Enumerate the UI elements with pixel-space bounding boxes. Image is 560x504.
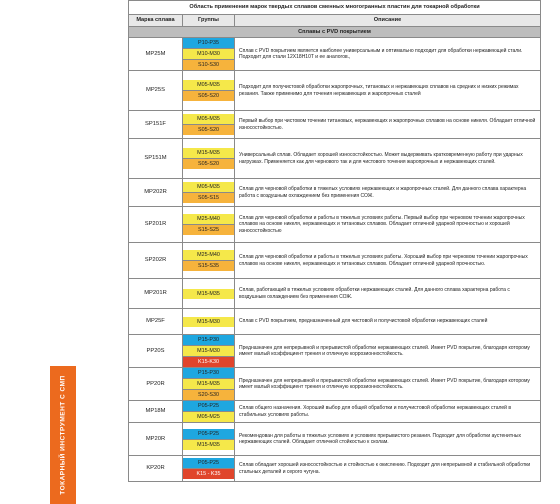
group-badge: P15-P30: [183, 368, 234, 379]
group-badge: M25-M40: [183, 250, 234, 261]
table-row: [129, 456, 541, 482]
alloy-mark: PP20S: [129, 335, 183, 368]
group-badge: M15-M35: [183, 440, 234, 450]
table-row: [129, 38, 541, 71]
alloy-mark: KP20R: [129, 456, 183, 482]
group-badge: M05-M35: [183, 114, 234, 125]
table-row: [129, 335, 541, 368]
group-badge: M15-M35: [183, 148, 234, 159]
alloy-description: Сплав с PVD покрытием является наиболее универсальным и оптимально подходит для обработки нержавеющей стали. Подходит для стали 12Х18Н10Т и ее аналогов.,: [235, 38, 541, 71]
table-header-row: [129, 15, 541, 27]
alloy-table: [128, 0, 541, 482]
alloy-mark: SP151M: [129, 139, 183, 179]
group-badge: K15 - K35: [183, 469, 234, 479]
alloy-description: Сплав для черновой обработки и работы в тяжелых условиях работы. Первый выбор при черновом точении жаропрочных сплавов на основе никеля, нержавеющих и титановых сплавов. Обладает отличной ударной прочностью и хорошей износостойкостью: [235, 207, 541, 243]
group-badge: S05-S20: [183, 125, 234, 135]
group-badge: S20-S30: [183, 390, 234, 400]
group-badge: M25-M40: [183, 214, 234, 225]
group-badge: S10-S30: [183, 60, 234, 70]
alloy-groups: [183, 309, 235, 335]
alloy-description: Предназначен для непрерывной и прерывистой обработки нержавеющих сталей. Имеет PVD покрытие, благодаря которому имеет малый коэффициент трения и отличную коррозионностойкость.: [235, 368, 541, 401]
alloy-description: Подходит для получистовой обработки жаропрочных, титановых и нержавеющих сплавов на средних и низких режимах резания. Также применимо для точения нержавеющих и жаропрочных сталей: [235, 71, 541, 111]
alloy-description: Рекомендован для работы в тяжелых условиях и условиях прерывистого резания. Подходит для обработки аустенитных нержавеющих сталей. Обладает отличной стойкостью к сколам.: [235, 423, 541, 456]
group-badge: M15-M35: [183, 289, 234, 299]
header-description: Описание: [235, 15, 541, 27]
alloy-groups: [183, 139, 235, 179]
group-badge: P05-P25: [183, 458, 234, 469]
section-title: Сплавы с PVD покрытием: [129, 27, 541, 38]
group-badge: M05-M25: [183, 412, 234, 422]
alloy-groups: [183, 207, 235, 243]
alloy-mark: PP20R: [129, 368, 183, 401]
alloy-groups: [183, 179, 235, 207]
alloy-description: Сплав для черновой обработки в тяжелых условиях нержавеющих и жаропрочных сталей. Для данного сплава характерна работа с воздушным охлаждением без применения СОЖ.: [235, 179, 541, 207]
alloy-mark: MP25S: [129, 71, 183, 111]
alloy-description: Предназначен для непрерывной и прерывистой обработки нержавеющих сталей. Имеет PVD покрытие, благодаря которому имеет малый коэффициент трения и отличную коррозионностойкость.: [235, 335, 541, 368]
alloy-groups: [183, 279, 235, 309]
alloy-groups: [183, 456, 235, 482]
alloy-groups: [183, 423, 235, 456]
alloy-mark: SP201R: [129, 207, 183, 243]
alloy-groups: [183, 38, 235, 71]
alloy-groups: [183, 401, 235, 423]
alloy-groups: [183, 71, 235, 111]
group-badge: P05-P25: [183, 429, 234, 440]
alloy-mark: MP18M: [129, 401, 183, 423]
group-badge: P15-P30: [183, 335, 234, 346]
group-badge: M10-M30: [183, 49, 234, 60]
group-badge: P05-P25: [183, 401, 234, 412]
table-title-row: [129, 1, 541, 15]
table-row: [129, 309, 541, 335]
group-badge: S15-S35: [183, 261, 234, 271]
alloy-groups: [183, 368, 235, 401]
group-badge: M15-M35: [183, 379, 234, 390]
table-row: [129, 207, 541, 243]
alloy-description: Сплав общего назначения. Хороший выбор для общей обработки и получистовой обработки нержавеющих сталей в стабильных условиях работы.: [235, 401, 541, 423]
group-badge: K15-K30: [183, 357, 234, 367]
sidebar-tab: [50, 366, 76, 504]
alloy-mark: MP25M: [129, 38, 183, 71]
alloy-mark: MP25F: [129, 309, 183, 335]
alloy-description: Универсальный сплав. Обладает хорошей износостойкостью. Может выдерживать кратковременную работу при ударных нагрузках. Применяется как для чернового так и для чистового точения жаропрочных и нержавеющих сталей.: [235, 139, 541, 179]
alloy-mark: MP202R: [129, 179, 183, 207]
table-row: [129, 179, 541, 207]
group-badge: M05-M35: [183, 80, 234, 91]
group-badge: S05-S20: [183, 91, 234, 101]
table-row: [129, 111, 541, 139]
group-badge: S15-S25: [183, 225, 234, 235]
table-row: [129, 401, 541, 423]
alloy-description: Первый выбор при чистовом точении титановых, нержавеющих и жаропрочных сплавов на основе никеля. Обладает отличной износостойкостью.: [235, 111, 541, 139]
alloy-mark: SP151F: [129, 111, 183, 139]
alloy-groups: [183, 335, 235, 368]
group-badge: S05-S20: [183, 159, 234, 169]
alloy-description: Сплав обладает хорошей износостойкостью и стойкостью к окислению. Подходит для непрерывной и стабильной обработки стальных деталей и серого чугуна.: [235, 456, 541, 482]
table-row: [129, 423, 541, 456]
sidebar-label: ТОКАРНЫЙ ИНСТРУМЕНТ С СМП: [59, 375, 67, 495]
table-title: Область применения марок твердых сплавов сменных многогранных пластин для токарной обработки: [129, 1, 541, 15]
table-row: [129, 243, 541, 279]
table-row: [129, 279, 541, 309]
group-badge: P10-P35: [183, 38, 234, 49]
table-body: [129, 1, 541, 482]
alloy-mark: MP20R: [129, 423, 183, 456]
alloy-mark: MP201R: [129, 279, 183, 309]
alloy-description: Сплав для черновой обработки и работы в тяжелых условиях работы. Хороший выбор при черновом точении жаропрочных сплавов на основе никеля, нержавеющих и титановых сплавов. Обладает отличной ударной прочностью.: [235, 243, 541, 279]
header-mark: Марка сплава: [129, 15, 183, 27]
table-row: [129, 139, 541, 179]
table-row: [129, 368, 541, 401]
table-row: [129, 71, 541, 111]
alloy-groups: [183, 111, 235, 139]
group-badge: S05-S15: [183, 193, 234, 203]
group-badge: M15-M30: [183, 346, 234, 357]
header-groups: Группы: [183, 15, 235, 27]
section-row: [129, 27, 541, 38]
alloy-groups: [183, 243, 235, 279]
alloy-description: Сплав, работающий в тяжелых условиях обработки нержавеющих сталей. Для данного сплава характерна работа с воздушным охлаждением без применения СОЖ.: [235, 279, 541, 309]
alloy-description: Сплав с PVD покрытием, предназначенный для чистовой и получистовой обработки нержавеющих сталей: [235, 309, 541, 335]
alloy-mark: SP202R: [129, 243, 183, 279]
group-badge: M15-M30: [183, 317, 234, 327]
group-badge: M05-M35: [183, 182, 234, 193]
